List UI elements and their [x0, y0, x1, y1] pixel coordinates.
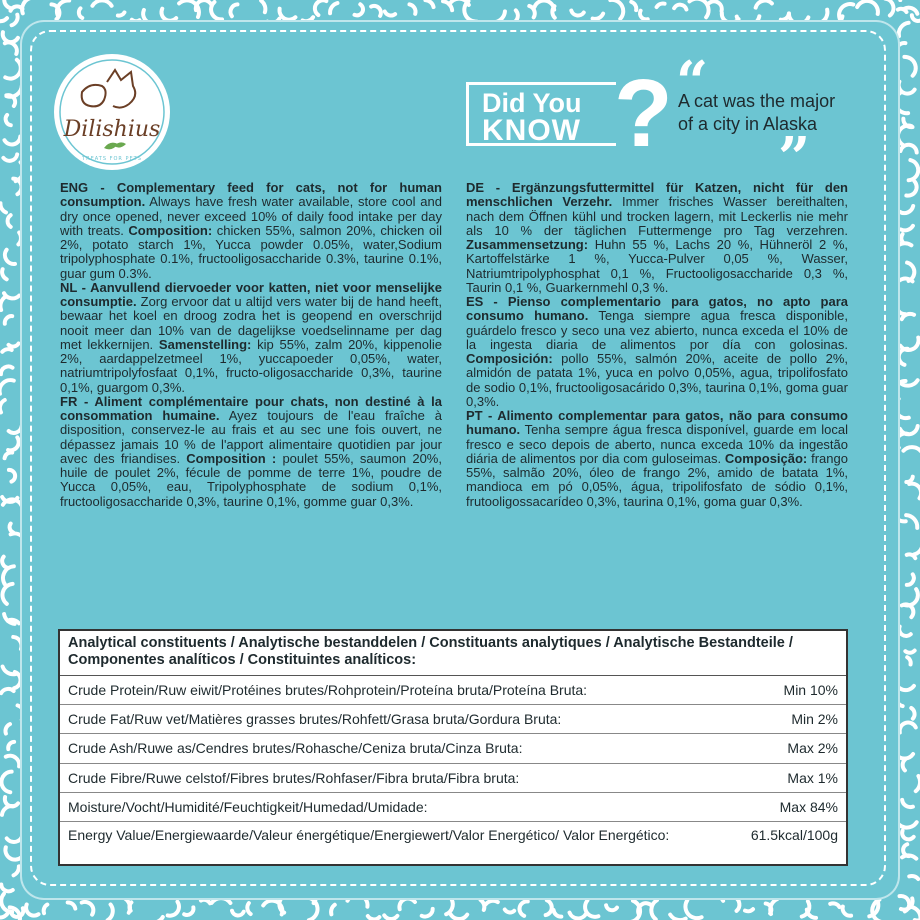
squiggle-mark	[261, 1, 265, 13]
table-row	[60, 676, 846, 705]
squiggle-mark	[1, 689, 14, 693]
squiggle-mark	[914, 543, 920, 554]
composition-label: Zusammensetzung:	[466, 237, 589, 252]
squiggle-mark	[1, 772, 11, 793]
squiggle-mark	[674, 5, 686, 10]
squiggle-mark	[385, 11, 395, 15]
row-label: Crude Fibre/Ruwe celstof/Fibres brutes/Rohfaser/Fibra bruta/Fibra bruta:	[68, 769, 520, 786]
row-value: Max 1%	[787, 769, 838, 786]
squiggle-mark	[303, 17, 314, 21]
composition-text: kip 55%, zalm 20%, kippenolie 2%, aardappelzetmeel 1%, yuccapoeder 0,05%, water, natriumtripolyfosfaat 0,1%, fructo-oligosaccharide 0,3%, taurine 0,1%, guargom 0,3%.	[60, 336, 442, 395]
section-lead: DE - Ergänzungsfuttermittel für Katzen, nicht für den menschlichen Verzehr.	[466, 180, 848, 210]
squiggle-mark	[6, 95, 15, 106]
squiggle-mark	[9, 426, 22, 432]
table-row	[60, 793, 846, 822]
squiggle-mark	[18, 233, 21, 245]
squiggle-mark	[631, 2, 636, 10]
squiggle-mark	[279, 9, 295, 20]
squiggle-mark	[57, 0, 69, 14]
composition-text: frango 55%, salmão 20%, óleo de frango 2%, amido de batata 1%, mandioca em pó 0,05%, água, tripolifosfato de sódio 0,1%, frutooligossacarídeo 0,3%, taurina 0,1%, goma guar 0,3%.	[466, 450, 848, 509]
squiggle-mark	[5, 43, 17, 54]
squiggle-mark	[909, 876, 918, 879]
composition-text: poulet 55%, saumon 20%, huile de poulet 2%, fécule de pomme de terre 1%, poudre de Yucca 0,05%, eau, Tripolyphosphate de sodium 0,1%, fructooligosaccharide 0,3%, taurine 0,1%, gomme guar 0,3%.	[60, 450, 442, 509]
squiggle-mark	[247, 903, 250, 914]
squiggle-mark	[399, 898, 415, 909]
squiggle-mark	[901, 234, 903, 243]
table-row	[60, 705, 846, 734]
dilishius-logo	[52, 52, 172, 172]
squiggle-mark	[14, 866, 19, 875]
squiggle-mark	[5, 847, 21, 859]
squiggle-mark	[585, 901, 598, 917]
squiggle-mark	[68, 902, 76, 908]
squiggle-mark	[5, 724, 10, 733]
squiggle-mark	[685, 900, 701, 918]
squiggle-mark	[756, 1, 772, 8]
squiggle-mark	[330, 3, 337, 13]
squiggle-mark	[895, 680, 913, 690]
section-text: Zorg ervoor dat u altijd vers water bij de hand heeft, bewaar het koel en droog zodra het is geopend en overschrijd nooit meer dan 10% van de dagelijkse voedselinname per dag met lekkernijen.	[60, 294, 442, 352]
did-you-know-box	[466, 49, 846, 191]
squiggle-mark	[735, 897, 740, 911]
squiggle-mark	[8, 215, 11, 227]
squiggle-mark	[902, 800, 913, 807]
section-text: Immer frisches Wasser bereithalten, nach dem Öffnen kühl und trocken lagern, mit Leckerlis nie mehr als 10 % der täglichen Futtermenge pro Tag verzehren.	[466, 194, 848, 238]
squiggle-mark	[2, 806, 13, 815]
squiggle-mark	[657, 4, 665, 7]
squiggle-mark	[906, 181, 916, 195]
squiggle-mark	[0, 203, 6, 212]
section-pt	[466, 409, 848, 509]
squiggle-mark	[911, 708, 914, 719]
squiggle-mark	[902, 604, 914, 617]
section-text: Ayez toujours de l'eau fraîche à disposition, conservez-le au frais et au sec une fois ouvert, ne dépassez jamais 10 % de l'apport alimentaire quotidien par jour avec des friandises.	[60, 408, 442, 466]
squiggle-mark	[161, 9, 176, 21]
squiggle-mark	[108, 904, 113, 920]
squiggle-mark	[901, 226, 913, 231]
squiggle-mark	[912, 15, 920, 21]
squiggle-mark	[409, 4, 415, 13]
section-es	[466, 295, 848, 409]
squiggle-mark	[903, 447, 920, 451]
squiggle-mark	[909, 907, 920, 919]
squiggle-mark	[230, 4, 237, 16]
cat-fact: A cat was the major of a city in Alaska	[678, 91, 836, 134]
squiggle-mark	[44, 905, 48, 914]
squiggle-mark	[570, 913, 586, 919]
squiggle-mark	[4, 0, 11, 8]
section-nl	[60, 281, 442, 395]
section-eng	[60, 181, 442, 281]
did-you-know-line2: KNOW	[482, 114, 581, 147]
row-value: 61.5kcal/100g	[750, 826, 838, 843]
squiggle-mark	[201, 900, 210, 903]
squiggle-mark	[118, 12, 125, 15]
squiggle-mark	[902, 855, 916, 858]
squiggle-mark	[0, 400, 5, 412]
section-lead: FR - Aliment complémentaire pour chats, non destiné à la consommation humaine.	[60, 393, 442, 423]
squiggle-mark	[368, 916, 380, 919]
squiggle-mark	[232, 911, 244, 916]
row-label: Crude Protein/Ruw eiwit/Protéines brutes/Rohprotein/Proteína bruta/Proteína Bruta:	[68, 682, 588, 698]
composition-label: Samenstelling:	[158, 336, 252, 352]
open-quote-icon: “	[676, 49, 709, 115]
squiggle-mark	[903, 759, 906, 770]
squiggle-mark	[26, 904, 39, 915]
squiggle-mark	[900, 206, 914, 213]
squiggle-mark	[807, 910, 816, 918]
row-label: Crude Ash/Ruwe as/Cendres brutes/Rohasche/Ceniza bruta/Cinza Bruta:	[68, 740, 523, 757]
section-lead: NL - Aanvullend diervoeder voor katten, niet voor menselijke consumptie.	[60, 279, 442, 309]
squiggle-mark	[8, 437, 19, 450]
table-row	[60, 764, 846, 793]
squiggle-mark	[6, 756, 19, 767]
squiggle-mark	[839, 4, 853, 22]
section-text: Always have fresh water available, store cool and dry once opened, never exceed 10% of daily food intake per day with treats.	[60, 194, 442, 238]
row-value: Max 2%	[787, 740, 838, 757]
squiggle-mark	[315, 0, 326, 15]
squiggle-mark	[885, 0, 893, 15]
squiggle-mark	[909, 160, 919, 180]
squiggle-mark	[129, 902, 131, 910]
squiggle-mark	[902, 831, 914, 840]
squiggle-mark	[670, 915, 686, 920]
squiggle-mark	[640, 11, 648, 20]
squiggle-mark	[898, 9, 907, 12]
squiggle-mark	[606, 905, 617, 910]
squiggle-mark	[907, 554, 916, 558]
squiggle-mark	[184, 907, 193, 915]
section-lead: ENG - Complementary feed for cats, not for human consumption.	[60, 180, 442, 210]
squiggle-mark	[422, 909, 433, 917]
instructions-right-column	[466, 181, 848, 509]
section-fr	[60, 395, 442, 509]
squiggle-mark	[906, 515, 917, 528]
squiggle-mark	[610, 0, 623, 19]
row-label: Energy Value/Energiewaarde/Valeur énergétique/Energiewert/Valor Energético/ Valor Energético:	[68, 826, 670, 843]
composition-text: pollo 55%, salmón 20%, aceite de pollo 2%, almidón de patata 1%, yuca en polvo 0,05%, agua, tripolifosfato de sodio 0,1%, fructooligosacárido 0,3%, taurina 0,1%, goma guar 0,3%.	[466, 351, 848, 409]
composition-text: Huhn 55 %, Lachs 20 %, Hühneröl 2 %, Kartoffelstärke 1 %, Yucca-Pulver 0,05 %, Wasser, Natriumtripolyphosphat 0,1 %, Fructooligosaccharide 0,3 %, Taurin 0,1 %, Guarkernmehl 0,3 %.	[466, 237, 848, 295]
squiggle-mark	[6, 115, 11, 125]
composition-label: Composition :	[186, 450, 277, 466]
squiggle-mark	[571, 11, 583, 16]
squiggle-mark	[13, 637, 21, 649]
squiggle-mark	[900, 723, 916, 733]
squiggle-mark	[2, 584, 12, 604]
squiggle-mark	[770, 899, 777, 914]
squiggle-mark	[651, 900, 657, 919]
squiggle-mark	[4, 136, 20, 144]
squiggle-mark	[907, 657, 911, 664]
squiggle-mark	[212, 898, 231, 903]
composition-label: Composição:	[724, 450, 808, 466]
squiggle-mark	[3, 154, 17, 160]
squiggle-mark	[425, 0, 433, 7]
squiggle-mark	[9, 343, 19, 346]
squiggle-mark	[2, 557, 8, 568]
squiggle-mark	[552, 6, 554, 18]
instructions-left-column	[60, 181, 442, 509]
squiggle-mark	[899, 626, 911, 635]
row-value: Max 84%	[779, 798, 838, 815]
squiggle-mark	[709, 1, 722, 11]
composition-label: Composition:	[128, 222, 213, 238]
squiggle-mark	[451, 914, 467, 919]
squiggle-mark	[371, 6, 381, 16]
squiggle-mark	[689, 0, 708, 17]
squiggle-mark	[520, 901, 528, 915]
squiggle-mark	[132, 20, 140, 21]
squiggle-mark	[446, 900, 453, 915]
section-de	[466, 181, 848, 295]
squiggle-mark	[916, 776, 920, 791]
squiggle-mark	[2, 269, 7, 279]
section-text: Tenga siempre agua fresca disponible, guárdelo fresco y seco una vez abierto, nunca exceda el 10% de la ingesta diaria de alimentos por día con golosinas.	[466, 308, 848, 352]
squiggle-mark	[857, 1, 878, 14]
squiggle-mark	[905, 651, 914, 653]
squiggle-mark	[5, 60, 21, 79]
squiggle-mark	[92, 0, 111, 5]
squiggle-mark	[9, 470, 15, 482]
squiggle-mark	[5, 316, 12, 324]
squiggle-mark	[1, 884, 13, 891]
did-you-know-line1: Did You	[482, 88, 582, 118]
svg-text:Dilishius: Dilishius	[63, 117, 161, 142]
analytical-constituents-table	[58, 629, 848, 866]
squiggle-mark	[896, 819, 917, 828]
squiggle-mark	[0, 18, 7, 21]
squiggle-mark	[904, 57, 915, 76]
squiggle-mark	[496, 11, 505, 22]
squiggle-mark	[902, 314, 914, 319]
squiggle-mark	[486, 901, 498, 904]
squiggle-mark	[481, 900, 485, 910]
composition-label: Composición:	[466, 351, 553, 366]
squiggle-mark	[899, 23, 909, 36]
squiggle-mark	[168, 902, 179, 916]
squiggle-mark	[554, 910, 562, 917]
squiggle-mark	[211, 2, 222, 19]
squiggle-mark	[1, 366, 13, 374]
squiggle-mark	[546, 900, 552, 915]
svg-text:TREATS FOR PETS: TREATS FOR PETS	[82, 156, 142, 162]
squiggle-mark	[82, 902, 94, 915]
squiggle-mark	[906, 477, 912, 482]
squiggle-mark	[12, 15, 18, 26]
squiggle-mark	[5, 452, 13, 458]
squiggle-mark	[22, 0, 30, 13]
squiggle-mark	[384, 915, 397, 919]
squiggle-mark	[505, 909, 514, 912]
row-value: Min 10%	[783, 682, 838, 698]
squiggle-mark	[355, 4, 363, 15]
squiggle-mark	[830, 903, 839, 907]
squiggle-mark	[2, 349, 11, 352]
squiggle-mark	[900, 145, 916, 153]
table-row	[60, 734, 846, 763]
section-lead: ES - Pienso complementario para gatos, no apto para consumo humano.	[466, 294, 848, 324]
squiggle-mark	[331, 905, 335, 915]
row-label: Moisture/Vocht/Humidité/Feuchtigkeit/Humedad/Umidade:	[68, 798, 428, 815]
squiggle-mark	[593, 14, 604, 19]
question-mark-icon: ?	[614, 60, 673, 167]
row-label: Crude Fat/Ruw vet/Matières grasses brutes/Rohfett/Grasa bruta/Gordura Bruta:	[68, 711, 562, 728]
squiggle-mark	[3, 499, 23, 509]
squiggle-mark	[5, 250, 15, 264]
squiggle-mark	[0, 297, 5, 310]
table-header: Analytical constituents / Analytische bestanddelen / Constituants analytiques / Analytische Bestandteile / Componentes analíticos / Constituintes analíticos:	[60, 631, 846, 676]
squiggle-mark	[8, 742, 14, 749]
squiggle-mark	[907, 574, 914, 585]
squiggle-mark	[7, 830, 23, 842]
squiggle-mark	[897, 306, 905, 315]
section-text: Tenha sempre água fresca disponível, guarde em local fresco e seco depois de aberto, nunca exceda 10% da ingestão diária de alimentos por dia com guloseimas.	[466, 422, 848, 466]
close-quote-icon: ”	[778, 125, 811, 191]
squiggle-mark	[843, 907, 851, 916]
squiggle-mark	[745, 909, 753, 911]
composition-text: chicken 55%, salmon 20%, chicken oil 2%, potato starch 1%, Yucca powder 0.05%, water,Sodium tripolyphosphate 0.1%, fructooligosaccharide 0.3%, taurine 0.1%, guar gum 0.3%.	[60, 222, 442, 281]
section-lead: PT - Alimento complementar para gatos, não para consumo humano.	[466, 408, 848, 438]
squiggle-mark	[0, 380, 14, 394]
row-value: Min 2%	[791, 711, 838, 728]
table-row	[60, 822, 846, 844]
squiggle-mark	[79, 8, 82, 18]
squiggle-mark	[10, 524, 14, 533]
squiggle-mark	[909, 484, 920, 499]
